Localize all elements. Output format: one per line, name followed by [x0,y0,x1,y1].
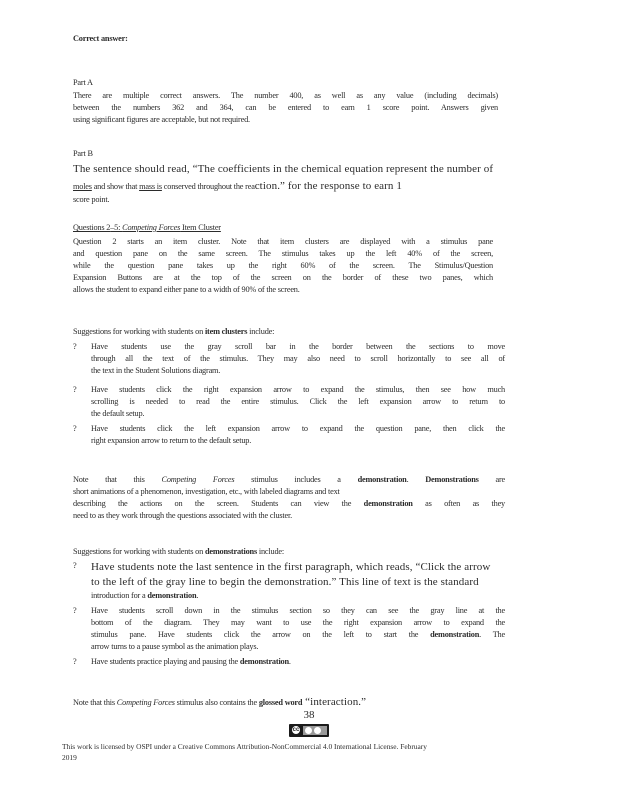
note-keyword: Demonstrations [425,475,479,484]
list-item-line: Have students click the right expansion arrow to expand the stimulus, then see how much [91,385,505,394]
footer-line: 2019 [62,753,77,762]
demonstration-note [73,474,505,522]
note-fragment: stimulus includes a [234,475,358,484]
list-item-line: the text in the Student Solutions diagram. [91,366,221,375]
note-fragment: are [478,475,505,484]
list-item-line: bottom of the diagram. They may want to use the right expansion arrow to expand the [91,618,505,627]
note-fragment: . [406,475,426,484]
part-b-fragment: conserved throughout the rea [161,182,255,191]
bullet-marker: ? [73,561,77,570]
page-number: 38 [303,709,315,721]
list-fragment: . [196,591,199,600]
list-item [73,423,505,447]
suggestions-clusters-intro [73,326,521,338]
bullet-marker: ? [73,385,77,394]
note-fragment: describing the actions on the screen. Students can view the [73,499,364,508]
part-b-fragment: ction.” for the response to earn 1 [254,180,402,192]
note-keyword: demonstration [357,475,407,484]
list-item [73,341,505,377]
note-fragment: “interaction.” [302,696,367,708]
cc-license-badge-icon: cc [289,724,329,737]
list-item-line: to the left of the gray line to begin the demonstration.” This line of text is the standard [91,576,479,588]
list-item [73,656,505,668]
part-a-line: using significant figures are acceptable, but not required. [73,115,250,124]
part-b-line [73,177,521,194]
list-item [73,605,505,653]
mass-word: mass is [139,182,162,191]
note-line [73,498,505,510]
list-item-line [91,629,505,641]
intro-keyword: item clusters [204,327,248,336]
license-footer [62,741,542,763]
questions-heading [73,222,521,234]
list-item-line [91,656,505,668]
note-fragment: Note that this [73,475,162,484]
bullet-marker: ? [73,424,77,433]
intro-fragment: Suggestions for working with students on [73,327,205,336]
list-item-line: the default setup. [91,409,145,418]
note-line: short animations of a phenomenon, investigation, etc., with labeled diagrams and text [73,487,340,496]
questions-heading-part: Competing Forces [122,223,181,232]
questions-line: Expansion Buttons are at the top of the screen on the border of these two panes, which [73,273,493,282]
footer-line: This work is licensed by OSPI under a Creative Commons Attribution-NonCommercial 4.0 International License. February [62,742,427,751]
suggestions-demonstrations-list [73,560,505,668]
list-item-line: Have students scroll down in the stimulus section so they can see the gray line at the [91,606,505,615]
part-a-line: There are multiple correct answers. The number 400, as well as any value (including decimals) [73,91,498,100]
suggestions-clusters-list [73,341,505,447]
part-b-line: score point. [73,195,110,204]
intro-fragment: include: [257,547,285,556]
questions-heading-part: –5: [110,223,123,232]
questions-heading-part: Questions 2 [73,223,111,232]
list-keyword: demonstration [147,591,197,600]
part-a-label: Part A [73,78,93,87]
list-item-line: through all the text of the stimulus. They may also need to scroll horizontally to see all of [91,354,505,363]
part-b-text [73,162,521,206]
list-keyword: demonstration [430,630,480,639]
questions-line: Question 2 starts an item cluster. Note that item clusters are displayed with a stimulus pane [73,237,493,246]
list-fragment: introduction for a [91,591,148,600]
glossed-word-note [73,692,521,710]
list-item-line: arrow turns to a pause symbol as the animation plays. [91,642,259,651]
part-a-line: between the numbers 362 and 364, can be entered to earn 1 score point. Answers given [73,103,498,112]
moles-word: moles [73,182,92,191]
note-fragment: Competing Forces [116,698,175,707]
intro-fragment: include: [247,327,275,336]
list-item-line: right expansion arrow to return to the default setup. [91,436,252,445]
list-fragment: stimulus pane. Have students click the arrow on the left to start the [91,630,431,639]
correct-answer-heading: Correct answer: [73,34,128,43]
bullet-marker: ? [73,657,77,666]
list-item [73,384,505,420]
list-fragment: Have students practice playing and pausing the [91,657,240,666]
list-item-line: Have students use the gray scroll bar in the border between the sections to move [91,342,505,351]
note-keyword: demonstration [363,499,413,508]
list-item-line: Have students note the last sentence in the first paragraph, which reads, “Click the arrow [91,561,491,573]
questions-line: allows the student to expand either pane to a width of 90% of the screen. [73,285,300,294]
note-fragment: stimulus also contains the [174,698,259,707]
list-item [73,560,505,602]
note-line [73,474,505,486]
note-line: need to as they work through the questions associated with the cluster. [73,511,292,520]
part-b-fragment: and show that [91,182,140,191]
bullet-marker: ? [73,342,77,351]
intro-fragment: Suggestions for working with students on [73,547,205,556]
questions-line: while the question pane takes up the right 60% of the screen. The Stimulus/Question [73,261,493,270]
bullet-marker: ? [73,606,77,615]
list-item-line: Have students click the left expansion arrow to expand the question pane, then click the [91,424,505,433]
part-a-text [73,90,498,126]
note-keyword: glossed word [258,698,303,707]
list-fragment: . The [479,630,505,639]
list-item-line: scrolling is needed to read the entire stimulus. Click the left expansion arrow to return to [91,397,505,406]
note-fragment: as often as they [412,499,505,508]
suggestions-demonstrations-intro [73,546,521,558]
questions-text [73,236,493,296]
note-fragment: Note that this [73,698,117,707]
list-keyword: demonstration [239,657,289,666]
questions-heading-part: Item Cluster [180,223,221,232]
list-item-line [91,590,505,602]
list-fragment: . [288,657,291,666]
note-fragment: Competing Forces [161,475,235,484]
questions-line: and question pane on the same screen. The stimulus takes up the left 40% of the screen, [73,249,493,258]
part-b-line: The sentence should read, “The coefficients in the chemical equation represent the number of [73,163,494,175]
part-b-label: Part B [73,149,93,158]
intro-keyword: demonstrations [204,547,257,556]
